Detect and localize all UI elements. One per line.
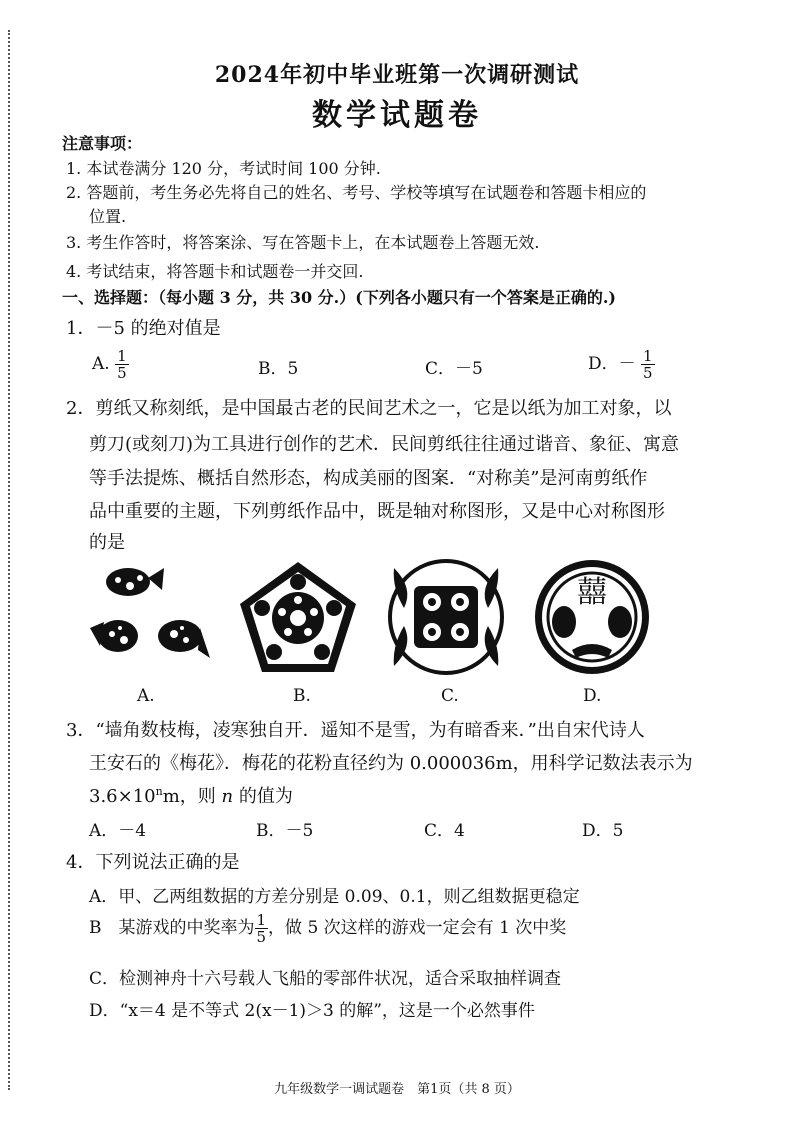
question-2-line: 品中重要的主题，下列剪纸作品中，既是轴对称图形，又是中心对称图形	[89, 501, 665, 522]
fraction: $\frac{1}{5}$	[117, 347, 127, 382]
figure-label-c: C.	[441, 686, 459, 706]
paper-cut-round-lattice-image	[384, 558, 508, 676]
binding-margin-line	[8, 30, 10, 1090]
q3-option-d: D．5	[582, 821, 624, 841]
figure-label-a: A.	[137, 686, 155, 706]
exam-subtitle: 数学试题卷	[312, 98, 482, 133]
double-happiness-glyph: 囍	[577, 575, 607, 610]
paper-cut-double-happiness-image	[530, 558, 654, 676]
exam-title: 2024年初中毕业班第一次调研测试	[214, 62, 580, 88]
q1-option-a	[92, 348, 129, 381]
notice-title: 注意事项：	[62, 134, 143, 153]
question-4-stem: 4．下列说法正确的是	[66, 852, 240, 873]
q1-option-b: B．5	[258, 359, 299, 379]
notice-item: 1. 本试卷满分 120 分，考试时间 100 分钟.	[66, 159, 381, 178]
q1-option-c: C．－5	[425, 359, 483, 379]
page-footer: 九年级数学一调试题卷 第1页（共 8 页）	[274, 1082, 520, 1097]
q3-option-a: A．－4	[89, 821, 147, 841]
question-3-line: 王安石的《梅花》．梅花的花粉直径约为 0.000036m，用科学记数法表示为	[89, 753, 693, 774]
question-1-stem: 1．－5 的绝对值是	[66, 318, 221, 339]
paper-cut-fish-trio-image	[88, 558, 212, 676]
question-2-line: 的是	[89, 532, 125, 553]
paper-cut-flower-pentagon-image	[236, 558, 360, 676]
notice-item: 位置.	[89, 207, 127, 226]
notice-item: 3. 考生作答时，将答案涂、写在答题卡上，在本试题卷上答题无效.	[66, 233, 540, 252]
question-2-line: 剪刀(或刻刀)为工具进行创作的艺术．民间剪纸往往通过谐音、象征、寓意	[89, 434, 680, 455]
q4-option-c: C．检测神舟十六号载人飞船的零部件状况，适合采取抽样调查	[89, 969, 562, 989]
question-3-line: $3.6\times 10^nm$，则 n 的值为	[89, 785, 293, 807]
figure-label-d: D.	[583, 686, 602, 706]
q1-option-d-label: D．－	[588, 354, 636, 374]
q4-option-b: B 某游戏的中奖率为 $\frac{1}{5}$ ，做 5 次这样的游戏一定会有 1 次中奖	[89, 911, 567, 946]
q4-option-d: D．“x＝4 是不等式 2(x－1)＞3 的解”，这是一个必然事件	[89, 1001, 535, 1021]
q3-option-c: C．4	[424, 821, 465, 841]
question-2-line: 2．剪纸又称刻纸，是中国最古老的民间艺术之一，它是以纸为加工对象，以	[66, 398, 672, 419]
q3-option-b: B．－5	[256, 821, 314, 841]
figure-label-b: B.	[293, 686, 311, 706]
q4-option-a: A．甲、乙两组数据的方差分别是 0.09、0.1，则乙组数据更稳定	[89, 887, 580, 907]
fraction: $\frac{1}{5}$	[643, 347, 653, 382]
notice-item: 2. 答题前，考生务必先将自己的姓名、考号、学校等填写在试题卷和答题卡相应的	[66, 183, 647, 202]
q1-option-d	[588, 348, 655, 381]
q1-option-a-label: A.	[92, 354, 110, 374]
notice-item: 4. 考试结束，将答题卡和试题卷一并交回.	[66, 262, 364, 281]
question-2-line: 等手法提炼、概括自然形态，构成美丽的图案．“对称美”是河南剪纸作	[89, 468, 648, 489]
question-3-line: 3．“墙角数枝梅，凌寒独自开．遥知不是雪，为有暗香来．”出自宋代诗人	[66, 720, 645, 741]
section-heading: 一、选择题：（每小题 3 分，共 30 分.）(下列各小题只有一个答案是正确的.)	[62, 288, 616, 307]
fraction: $\frac{1}{5}$	[256, 911, 267, 946]
